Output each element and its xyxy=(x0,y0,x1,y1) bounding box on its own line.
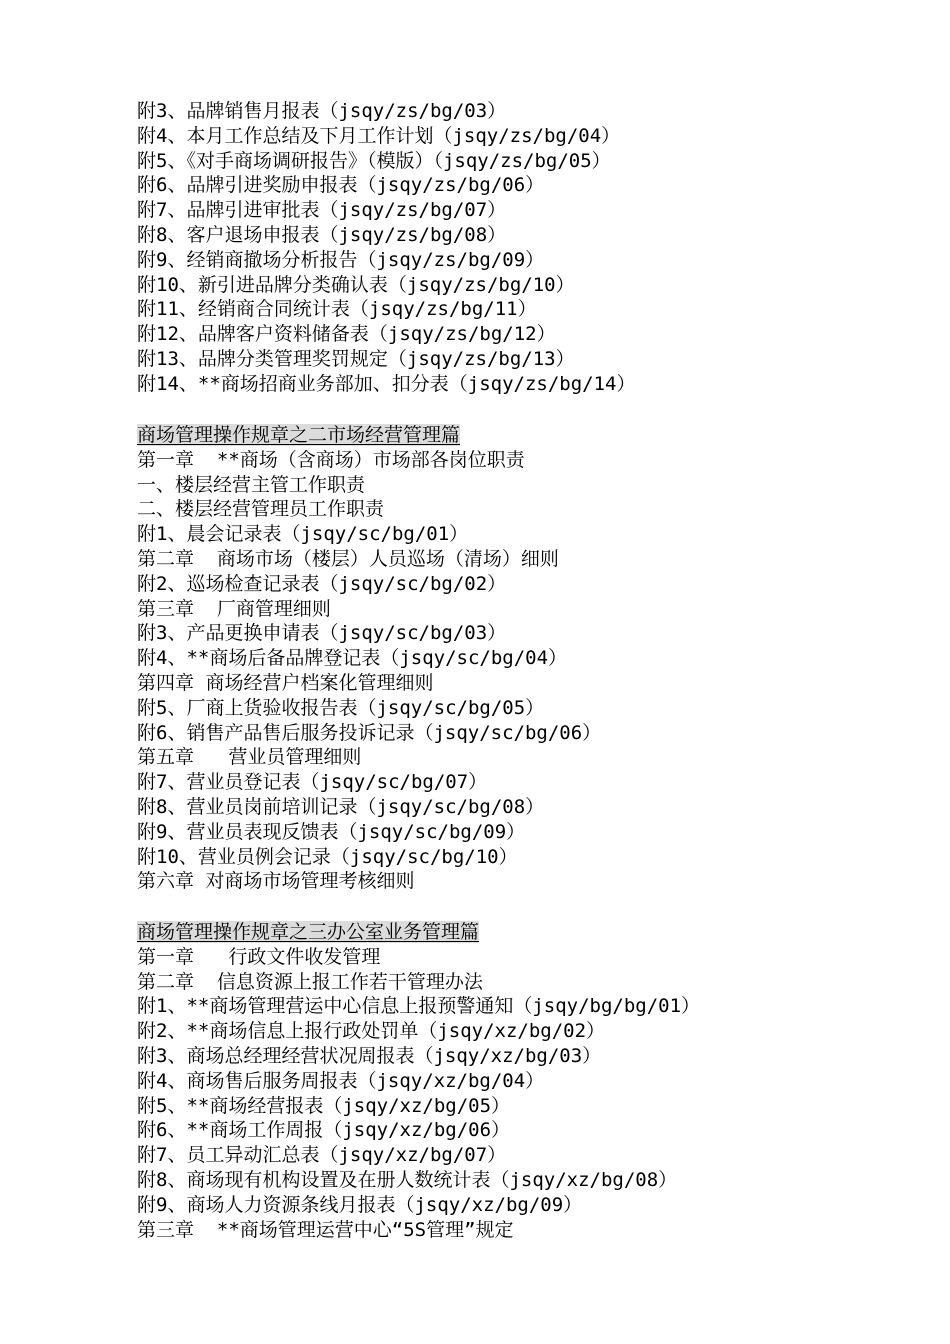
list-item: 附7、员工异动汇总表（jsqy/xz/bg/07） xyxy=(137,1144,507,1167)
list-item: 附8、营业员岗前培训记录（jsqy/sc/bg/08） xyxy=(137,795,545,818)
list-item: 附3、品牌销售月报表（jsqy/zs/bg/03） xyxy=(137,100,507,122)
section-heading xyxy=(137,423,937,448)
list-item: 附6、销售产品售后服务投诉记录（jsqy/sc/bg/06） xyxy=(137,721,602,744)
list-item: 第三章 厂商管理细则 xyxy=(137,597,331,620)
list-item: 附9、商场人力资源条线月报表（jsqy/xz/bg/09） xyxy=(137,1193,583,1216)
section-1-list xyxy=(137,99,937,397)
list-item: 第一章 行政文件收发管理 xyxy=(137,945,381,968)
list-item: 第六章 对商场市场管理考核细则 xyxy=(137,870,415,893)
list-item: 附2、巡场检查记录表（jsqy/sc/bg/02） xyxy=(137,572,507,595)
list-item: 第五章 营业员管理细则 xyxy=(137,746,362,769)
list-item: 第三章 **商场管理运营中心“5S管理”规定 xyxy=(137,1218,514,1241)
list-item: 二、楼层经营管理员工作职责 xyxy=(137,498,385,521)
list-item: 附3、商场总经理经营状况周报表（jsqy/xz/bg/03） xyxy=(137,1044,602,1067)
list-item: 附1、晨会记录表（jsqy/sc/bg/01） xyxy=(137,523,469,546)
list-item: 第二章 信息资源上报工作若干管理办法 xyxy=(137,970,483,993)
list-item: 附3、产品更换申请表（jsqy/sc/bg/03） xyxy=(137,622,507,645)
list-item: 附12、品牌客户资料储备表（jsqy/zs/bg/12） xyxy=(137,323,556,346)
list-item: 附6、品牌引进奖励申报表（jsqy/zs/bg/06） xyxy=(137,174,545,197)
list-item: 附10、营业员例会记录（jsqy/sc/bg/10） xyxy=(137,845,518,868)
list-item: 附8、商场现有机构设置及在册人数统计表（jsqy/xz/bg/08） xyxy=(137,1168,678,1191)
section-heading-text: 商场管理操作规章之二市场经营管理篇 xyxy=(137,424,461,446)
list-item: 附4、商场售后服务周报表（jsqy/xz/bg/04） xyxy=(137,1069,545,1092)
list-item: 附11、经销商合同统计表（jsqy/zs/bg/11） xyxy=(137,298,537,321)
section-heading xyxy=(137,920,937,945)
list-item: 附2、**商场信息上报行政处罚单（jsqy/xz/bg/02） xyxy=(137,1020,606,1043)
list-item: 附9、营业员表现反馈表（jsqy/sc/bg/09） xyxy=(137,820,526,843)
list-item: 附7、营业员登记表（jsqy/sc/bg/07） xyxy=(137,771,488,794)
list-item: 附13、品牌分类管理奖罚规定（jsqy/zs/bg/13） xyxy=(137,347,575,370)
list-item: 附14、**商场招商业务部加、扣分表（jsqy/zs/bg/14） xyxy=(137,372,636,395)
section-3 xyxy=(137,920,937,1242)
list-item: 附4、**商场后备品牌登记表（jsqy/sc/bg/04） xyxy=(137,647,568,670)
list-item: 附8、客户退场申报表（jsqy/zs/bg/08） xyxy=(137,223,507,246)
section-heading-text: 商场管理操作规章之三办公室业务管理篇 xyxy=(137,921,480,943)
list-item: 附5、**商场经营报表（jsqy/xz/bg/05） xyxy=(137,1094,511,1117)
list-item: 第一章 **商场（含商场）市场部各岗位职责 xyxy=(137,448,525,471)
list-item: 附9、经销商撤场分析报告（jsqy/zs/bg/09） xyxy=(137,248,545,271)
list-item: 附4、本月工作总结及下月工作计划（jsqy/zs/bg/04） xyxy=(137,124,621,147)
list-item: 第四章 商场经营户档案化管理细则 xyxy=(137,671,434,694)
list-item: 一、楼层经营主管工作职责 xyxy=(137,473,366,496)
section-2 xyxy=(137,423,937,894)
list-item: 附7、品牌引进审批表（jsqy/zs/bg/07） xyxy=(137,199,507,222)
list-item: 附6、**商场工作周报（jsqy/xz/bg/06） xyxy=(137,1119,511,1142)
list-item: 附5、《对手商场调研报告》（模版）（jsqy/zs/bg/05） xyxy=(137,149,611,172)
list-item: 附1、**商场管理营运中心信息上报预警通知（jsqy/bg/bg/01） xyxy=(137,995,701,1018)
list-item: 第二章 商场市场（楼层）人员巡场（清场）细则 xyxy=(137,547,559,570)
list-item: 附10、新引进品牌分类确认表（jsqy/zs/bg/10） xyxy=(137,273,575,296)
list-item: 附5、厂商上货验收报告表（jsqy/sc/bg/05） xyxy=(137,696,545,719)
